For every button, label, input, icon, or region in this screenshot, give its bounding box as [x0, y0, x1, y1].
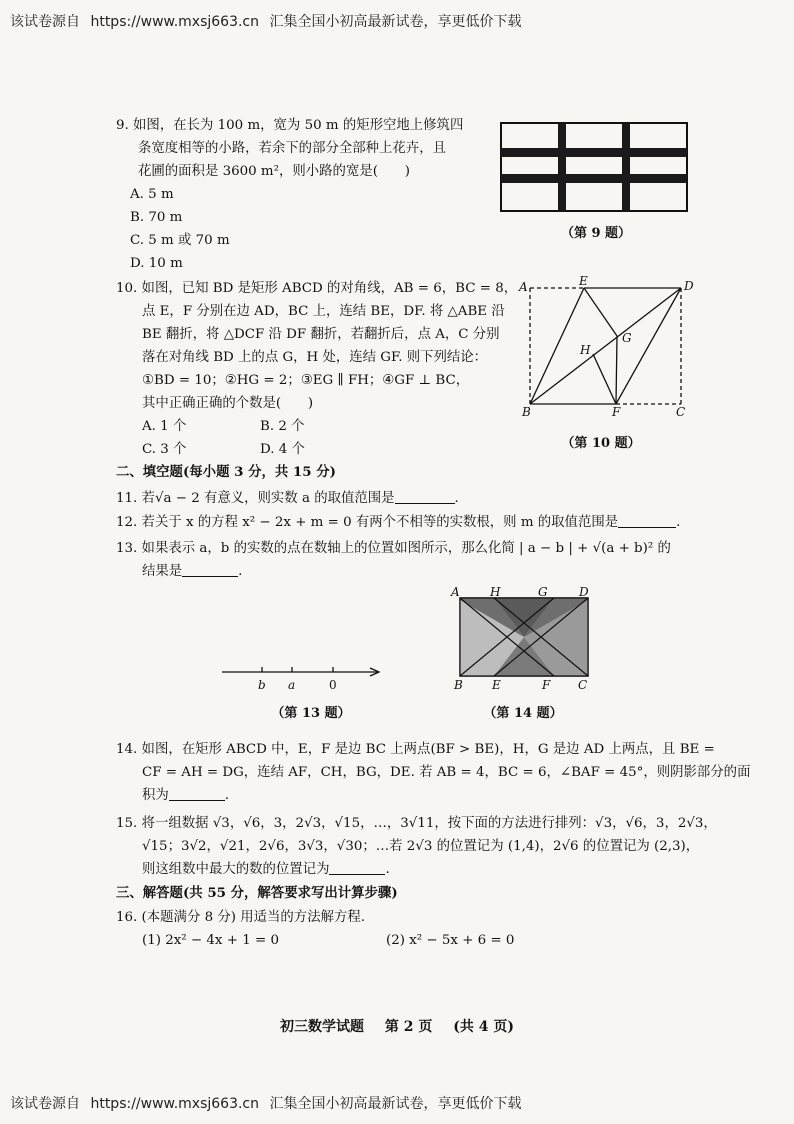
label-g: G	[622, 331, 632, 345]
seg-eg	[584, 288, 617, 336]
label-b: B	[522, 405, 531, 419]
q11-end: .	[454, 491, 459, 506]
q11-text: 11. 若√a − 2 有意义，则实数 a 的取值范围是	[116, 491, 395, 506]
question-14	[116, 738, 750, 807]
q10-line: ①BD = 10；②HG = 2；③EG ∥ FH；④GF ⊥ BC，	[142, 373, 470, 388]
label-d: D	[579, 585, 589, 599]
label-h: H	[580, 343, 591, 357]
label-c: C	[578, 678, 588, 692]
question-16	[116, 906, 514, 952]
q13-end: .	[238, 564, 243, 579]
q13-text: 结果是	[142, 564, 183, 579]
seg-be	[530, 288, 584, 404]
q10-option-d: D. 4 个	[260, 442, 305, 457]
q16-equation-2: (2) x² − 5x + 6 = 0	[386, 933, 515, 948]
q15-text: 则这组数中最大的数的位置记为	[142, 862, 330, 877]
label-b: B	[454, 678, 463, 692]
q16-text: 16. (本题满分 8 分) 用适当的方法解方程.	[116, 910, 366, 925]
q15-line3	[116, 858, 717, 881]
q10-line: 其中正确正确的个数是( )	[142, 396, 314, 411]
q16-equation-1: (1) 2x² − 4x + 1 = 0	[142, 933, 279, 948]
q10-option-c: C. 3 个	[142, 442, 187, 457]
seg-df	[616, 288, 681, 404]
q15-line: 15. 将一组数据 √3，√6，3，2√3，√15，…，3√11，按下面的方法进行排列：√3，√6，3，2√3，	[116, 816, 717, 831]
q9-line: 条宽度相等的小路，若余下的部分全部种上花卉，且	[138, 141, 446, 156]
figure-10-rectangle	[516, 274, 696, 419]
label-f: F	[542, 678, 551, 692]
banner-url[interactable]: https://www.mxsj663.cn	[90, 14, 259, 30]
q10-option-b: B. 2 个	[260, 419, 305, 434]
q14-end: .	[224, 788, 230, 803]
label-h: H	[490, 585, 501, 599]
footer-total: (共 4 页)	[453, 1019, 514, 1035]
q14-answer-blank[interactable]	[169, 786, 225, 801]
q15-end: .	[385, 862, 390, 877]
banner-left: 该试卷源自	[10, 1096, 80, 1112]
footer-page: 第 2 页	[384, 1019, 433, 1035]
seg-fg	[616, 336, 617, 404]
figure-10-caption: （第 10 题）	[561, 436, 641, 451]
diagonal-bd	[530, 288, 681, 404]
label-c: C	[676, 405, 686, 419]
q14-text: 积为	[142, 788, 169, 803]
banner-left: 该试卷源自	[10, 14, 80, 30]
q13-answer-blank[interactable]	[182, 562, 238, 577]
figure-14-caption: （第 14 题）	[483, 706, 563, 721]
q16-equations	[116, 929, 514, 952]
question-11	[116, 487, 459, 510]
q10-option-a: A. 1 个	[142, 419, 187, 434]
q9-option-a: A. 5 m	[130, 187, 174, 202]
q10-line: 落在对角线 BD 上的点 G，H 处，连结 GF. 则下列结论：	[142, 350, 488, 365]
q13-line1: 13. 如果表示 a，b 的实数的点在数轴上的位置如图所示，那么化简 | a − b | + √(a + b)² 的	[116, 541, 671, 556]
q12-text: 12. 若关于 x 的方程 x² − 2x + m = 0 有两个不相等的实数根，则 m 的取值范围是	[116, 515, 619, 530]
label-a: A	[451, 585, 460, 599]
section-3-heading: 三、解答题(共 55 分，解答要求写出计算步骤)	[116, 885, 398, 901]
q9-line: 9. 如图，在长为 100 m，宽为 50 m 的矩形空地上修筑四	[116, 118, 464, 133]
label-d: D	[684, 279, 694, 293]
label-f: F	[612, 405, 621, 419]
q14-line3	[116, 784, 750, 807]
q13-line2	[116, 560, 671, 583]
question-13	[116, 537, 671, 583]
figure-14-shaded-rectangle	[448, 586, 596, 692]
question-15	[116, 812, 717, 881]
page-footer	[0, 1016, 794, 1036]
road-v1	[558, 123, 566, 211]
axis-label-b: b	[258, 678, 266, 692]
q9-line: 花圃的面积是 3600 m²，则小路的宽是( )	[138, 164, 410, 179]
axis-label-a: a	[288, 678, 296, 692]
question-9	[116, 114, 463, 275]
banner-url[interactable]: https://www.mxsj663.cn	[90, 1096, 259, 1112]
label-a: A	[519, 280, 528, 294]
q9-option-b: B. 70 m	[130, 210, 183, 225]
figure-13-caption: （第 13 题）	[271, 706, 351, 721]
label-e: E	[492, 678, 501, 692]
q12-answer-blank[interactable]	[618, 513, 676, 528]
q12-end: .	[676, 515, 681, 530]
question-12	[116, 511, 680, 534]
road-v2	[622, 123, 630, 211]
question-10	[116, 277, 517, 461]
q15-line: √15；3√2，√21，2√6，3√3，√30；…若 2√3 的位置记为 (1,4)，2√6 的位置记为 (2,3)，	[142, 839, 700, 854]
source-banner-top	[10, 10, 794, 34]
q15-answer-blank[interactable]	[329, 860, 385, 875]
q9-option-c: C. 5 m 或 70 m	[130, 233, 230, 248]
axis-label-0: 0	[329, 678, 337, 692]
road-h1	[501, 148, 687, 157]
q10-line: BE 翻折，将 △DCF 沿 DF 翻折，若翻折后，点 A，C 分别	[142, 327, 500, 342]
q10-line: 点 E，F 分别在边 AD，BC 上，连结 BE，DF. 将 △ABE 沿	[142, 304, 505, 319]
q10-line: 10. 如图，已知 BD 是矩形 ABCD 的对角线，AB = 6，BC = 8，	[116, 281, 518, 296]
q9-option-d: D. 10 m	[130, 256, 183, 271]
figure-9-caption: （第 9 题）	[560, 226, 632, 241]
q10-options-row2	[116, 438, 517, 461]
label-g: G	[538, 585, 548, 599]
road-h2	[501, 174, 687, 183]
q14-line: 14. 如图，在矩形 ABCD 中，E，F 是边 BC 上两点(BF > BE)，H，G 是边 AD 上两点，且 BE =	[116, 742, 715, 757]
figure-13-number-line	[220, 662, 390, 696]
figure-9-garden	[500, 122, 688, 212]
q10-options-row1	[116, 415, 517, 438]
q11-answer-blank[interactable]	[395, 489, 455, 504]
q14-line: CF = AH = DG，连结 AF，CH，BG，DE. 若 AB = 4，BC = 6，∠BAF = 45°，则阴影部分的面	[142, 765, 751, 780]
banner-right: 汇集全国小初高最新试卷，享更低价下载	[269, 1096, 522, 1112]
source-banner-bottom	[10, 1092, 794, 1116]
banner-right: 汇集全国小初高最新试卷，享更低价下载	[269, 14, 522, 30]
footer-subject: 初三数学试题	[280, 1019, 364, 1035]
garden-border	[501, 123, 687, 211]
seg-fh	[593, 354, 616, 404]
section-2-heading: 二、填空题(每小题 3 分，共 15 分)	[116, 464, 336, 480]
label-e: E	[579, 274, 588, 288]
